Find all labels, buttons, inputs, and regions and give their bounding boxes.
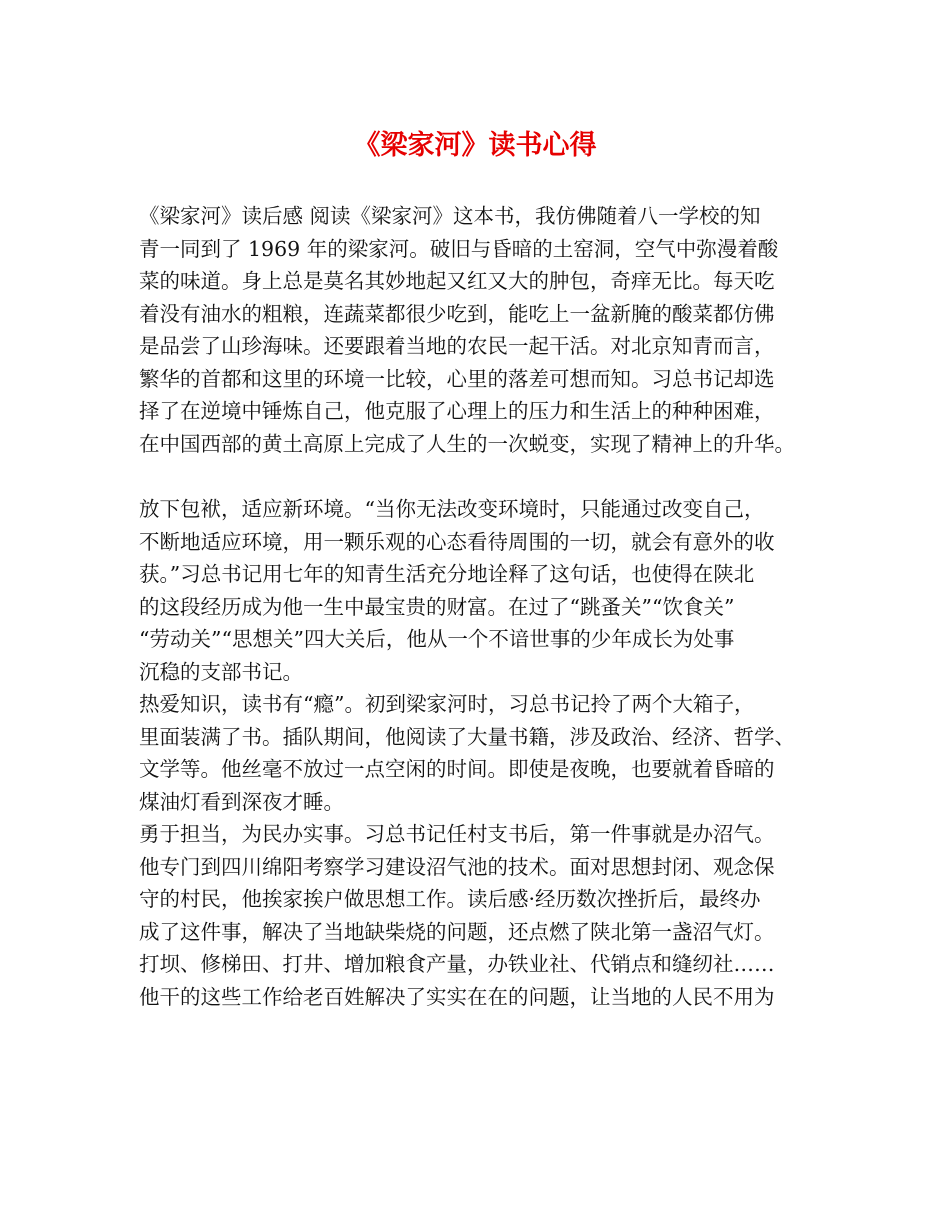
paragraph-4 — [139, 818, 829, 1013]
text-line: 守的村民，他挨家挨户做思想工作。读后感·经历数次挫折后，最终办 — [139, 887, 761, 911]
text-line: 获。”习总书记用七年的知青生活充分地诠释了这句话，也使得在陕北 — [139, 562, 755, 586]
text-line: 文学等。他丝毫不放过一点空闲的时间。即使是夜晚，也要就着昏暗的 — [139, 757, 775, 781]
text-line: 打坝、修梯田、打井、增加粮食产量，办铁业社、代销点和缝纫社…… — [139, 952, 775, 976]
paragraph-gap — [139, 460, 829, 493]
text-line: 在中国西部的黄土高原上完成了人生的一次蜕变，实现了精神上的升华。 — [139, 431, 795, 456]
paragraph-2 — [139, 493, 829, 688]
text-line: 《梁家河》读后感 阅读《梁家河》这本书，我仿佛随着八一学校的知 — [139, 204, 761, 228]
document-title: 《梁家河》读书心得 — [353, 130, 597, 161]
text-line: 放下包袱，适应新环境。“当你无法改变环境时，只能通过改变自己， — [139, 497, 765, 521]
text-line: 他干的这些工作给老百姓解决了实实在在的问题，让当地的人民不用为 — [139, 984, 775, 1009]
text-line: 沉稳的支部书记。 — [139, 659, 303, 684]
text-line: 热爱知识，读书有“瘾”。初到梁家河时，习总书记拎了两个大箱子， — [139, 692, 755, 716]
text-line: 勇于担当，为民办实事。习总书记任村支书后，第一件事就是办沼气。 — [139, 822, 775, 846]
text-line: 不断地适应环境，用一颗乐观的心态看待周围的一切，就会有意外的收 — [139, 529, 775, 554]
paragraph-1 — [139, 200, 829, 460]
text-line: 青一同到了 1969 年的梁家河。破旧与昏暗的土窑洞，空气中弥漫着酸 — [139, 236, 779, 261]
text-line: 成了这件事，解决了当地缺柴烧的问题，还点燃了陕北第一盏沼气灯。 — [139, 919, 775, 944]
text-line: 着没有油水的粗粮，连蔬菜都很少吃到，能吃上一盆新腌的酸菜都仿佛 — [139, 301, 775, 326]
text-line: 的这段经历成为他一生中最宝贵的财富。在过了“跳蚤关”“饮食关” — [139, 594, 735, 619]
text-line: 煤油灯看到深夜才睡。 — [139, 789, 344, 814]
text-line: 择了在逆境中锤炼自己，他克服了心理上的压力和生活上的种种困难， — [139, 399, 775, 423]
text-line: “劳动关”“思想关”四大关后，他从一个不谙世事的少年成长为处事 — [139, 627, 735, 651]
document-body — [139, 200, 829, 1013]
text-line: 繁华的首都和这里的环境一比较，心里的落差可想而知。习总书记却选 — [139, 366, 775, 391]
text-line: 菜的味道。身上总是莫名其妙地起又红又大的肿包，奇痒无比。每天吃 — [139, 269, 775, 293]
paragraph-3 — [139, 688, 829, 818]
text-line: 他专门到四川绵阳考察学习建设沼气池的技术。面对思想封闭、观念保 — [139, 854, 775, 879]
text-line: 是品尝了山珍海味。还要跟着当地的农民一起干活。对北京知青而言， — [139, 334, 775, 358]
text-line: 里面装满了书。插队期间，他阅读了大量书籍，涉及政治、经济、哲学、 — [139, 724, 795, 749]
